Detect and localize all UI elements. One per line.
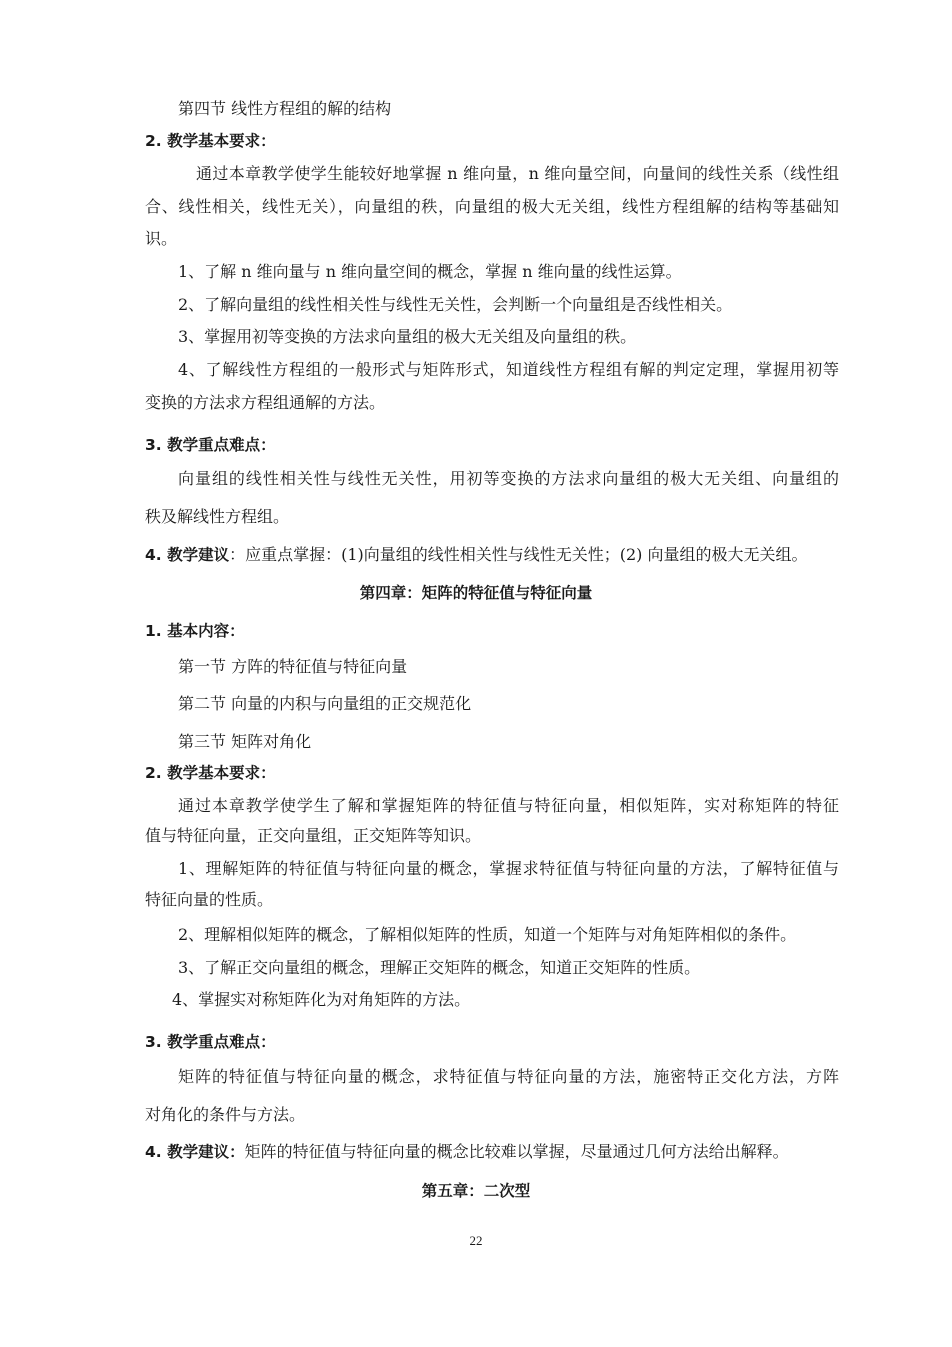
paragraph-line: 识。 [145, 229, 178, 248]
list-item-continued: 特征向量的性质。 [145, 890, 274, 909]
paragraph-line: 矩阵的特征值与特征向量的概念，求特征值与特征向量的方法，施密特正交化方法，方阵 [178, 1067, 839, 1086]
chapter-5-title: 第五章：二次型 [421, 1182, 531, 1200]
paragraph-line: 向量组的线性相关性与线性无关性，用初等变换的方法求向量组的极大无关组、向量组的 [178, 469, 839, 488]
list-item: 1、了解 n 维向量与 n 维向量空间的概念，掌握 n 维向量的线性运算。 [178, 262, 682, 281]
paragraph-line: 通过本章教学使学生能较好地掌握 n 维向量，n 维向量空间，向量间的线性关系（线性组 [196, 164, 839, 183]
paragraph-line: 秩及解线性方程组。 [145, 507, 290, 526]
suggestion-text: 矩阵的特征值与特征向量的概念比较难以掌握，尽量通过几何方法给出解释。 [244, 1142, 789, 1161]
list-item: 3、了解正交向量组的概念，理解正交矩阵的概念，知道正交矩阵的性质。 [178, 958, 701, 977]
key-points-heading: 3. 教学重点难点： [145, 436, 276, 454]
paragraph-line: 通过本章教学使学生了解和掌握矩阵的特征值与特征向量，相似矩阵，实对称矩阵的特征 [178, 796, 839, 815]
paragraph-line: 对角化的条件与方法。 [145, 1105, 306, 1124]
suggestion-label: 4. 教学建议 [145, 546, 230, 564]
paragraph-line: 值与特征向量，正交向量组，正交矩阵等知识。 [145, 826, 482, 845]
list-item: 3、掌握用初等变换的方法求向量组的极大无关组及向量组的秩。 [178, 327, 637, 346]
paragraph-line: 合、线性相关，线性无关），向量组的秩，向量组的极大无关组，线性方程组解的结构等基础知 [145, 197, 839, 216]
list-item: 2、理解相似矩阵的概念，了解相似矩阵的性质，知道一个矩阵与对角矩阵相似的条件。 [178, 925, 797, 944]
chapter-4-title: 第四章：矩阵的特征值与特征向量 [359, 584, 593, 602]
list-item: 4、掌握实对称矩阵化为对角矩阵的方法。 [172, 990, 471, 1009]
suggestion-line [145, 544, 808, 566]
section-item: 第三节 矩阵对角化 [178, 732, 312, 751]
suggestion-line [145, 1141, 789, 1163]
list-item-continued: 变换的方法求方程组通解的方法。 [145, 393, 386, 412]
requirements-heading: 2. 教学基本要求： [145, 132, 276, 150]
section-item: 第一节 方阵的特征值与特征向量 [178, 657, 408, 676]
list-item: 4、了解线性方程组的一般形式与矩阵形式，知道线性方程组有解的判定定理，掌握用初等 [178, 360, 839, 379]
section-item: 第二节 向量的内积与向量组的正交规范化 [178, 694, 472, 713]
basic-content-heading: 1. 基本内容： [145, 622, 245, 640]
section-4-heading: 第四节 线性方程组的解的结构 [178, 99, 392, 118]
list-item: 1、理解矩阵的特征值与特征向量的概念，掌握求特征值与特征向量的方法，了解特征值与 [178, 859, 839, 878]
suggestion-text: ：应重点掌握：(1)向量组的线性相关性与线性无关性；(2) 向量组的极大无关组。 [229, 545, 808, 564]
page-number: 22 [469, 1233, 483, 1248]
requirements-heading: 2. 教学基本要求： [145, 764, 276, 782]
suggestion-label: 4. 教学建议： [145, 1143, 245, 1161]
key-points-heading: 3. 教学重点难点： [145, 1033, 276, 1051]
list-item: 2、了解向量组的线性相关性与线性无关性，会判断一个向量组是否线性相关。 [178, 295, 733, 314]
